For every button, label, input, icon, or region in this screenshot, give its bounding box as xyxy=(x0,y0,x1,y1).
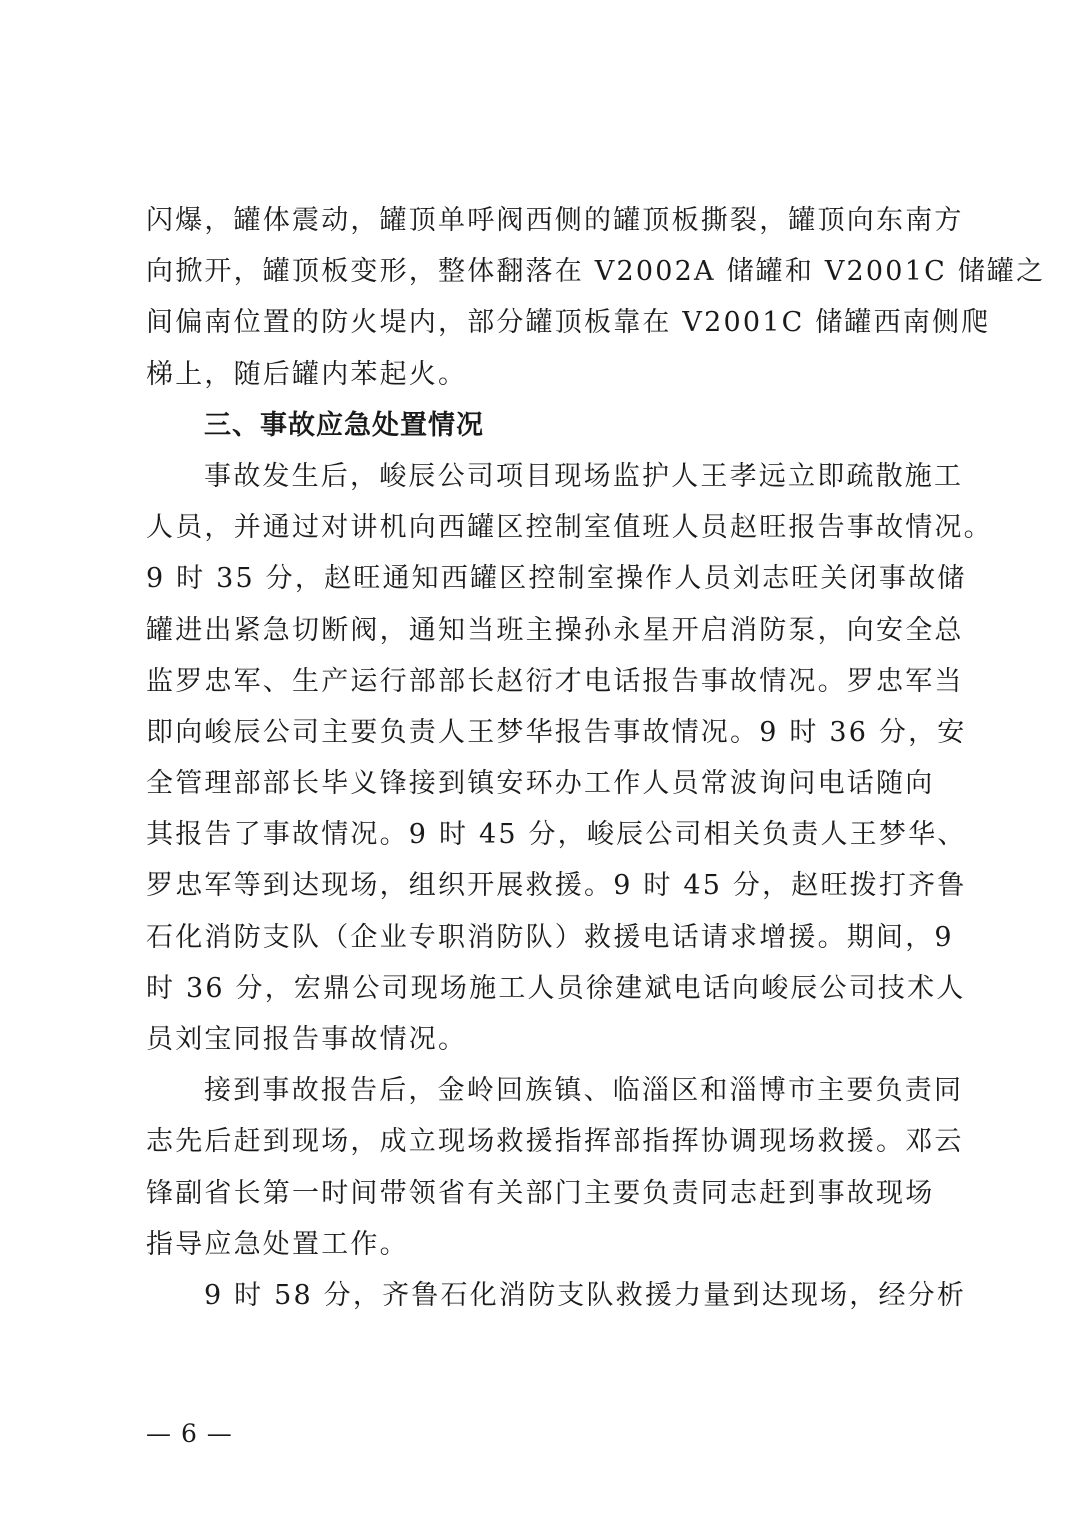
section-heading: 三、事故应急处置情况 xyxy=(204,409,484,441)
text-line: 罗忠军等到达现场，组织开展救援。9 时 45 分，赵旺拨打齐鲁 xyxy=(146,870,967,902)
text-line: 接到事故报告后，金岭回族镇、临淄区和淄博市主要负责同 xyxy=(204,1075,964,1107)
text-line: 闪爆，罐体震动，罐顶单呼阀西侧的罐顶板撕裂，罐顶向东南方 xyxy=(146,205,964,236)
text-line: 指导应急处置工作。 xyxy=(146,1228,409,1260)
text-line: 向掀开，罐顶板变形，整体翻落在 V2002A 储罐和 V2001C 储罐之 xyxy=(146,256,1046,288)
text-line: 员刘宝同报告事故情况。 xyxy=(146,1024,468,1055)
text-line: 间偏南位置的防火堤内，部分罐顶板靠在 V2001C 储罐西南侧爬 xyxy=(146,307,991,339)
text-line: 即向峻辰公司主要负责人王梦华报告事故情况。9 时 36 分，安 xyxy=(146,716,967,748)
text-line: 全管理部部长毕义锋接到镇安环办工作人员常波询问电话随向 xyxy=(146,768,935,800)
text-line: 其报告了事故情况。9 时 45 分，峻辰公司相关负责人王梦华、 xyxy=(146,819,967,851)
text-line: 9 时 35 分，赵旺通知西罐区控制室操作人员刘志旺关闭事故储 xyxy=(146,563,967,595)
text-line: 事故发生后，峻辰公司项目现场监护人王孝远立即疏散施工 xyxy=(204,460,964,492)
text-line: 时 36 分，宏鼎公司现场施工人员徐建斌电话向峻辰公司技术人 xyxy=(146,972,966,1004)
text-line: 人员，并通过对讲机向西罐区控制室值班人员赵旺报告事故情况。 xyxy=(146,512,993,544)
text-line: 石化消防支队（企业专职消防队）救援电话请求增援。期间，9 xyxy=(146,921,954,953)
document-body xyxy=(146,195,1046,1321)
text-line: 罐进出紧急切断阀，通知当班主操孙永星开启消防泵，向安全总 xyxy=(146,614,964,646)
text-line: 锋副省长第一时间带领省有关部门主要负责同志赶到事故现场 xyxy=(146,1177,935,1209)
text-line: 志先后赶到现场，成立现场救援指挥部指挥协调现场救援。邓云 xyxy=(146,1126,964,1158)
text-line: 监罗忠军、生产运行部部长赵衍才电话报告事故情况。罗忠军当 xyxy=(146,665,964,697)
text-line: 梯上，随后罐内苯起火。 xyxy=(146,358,468,390)
text-line: 9 时 58 分，齐鲁石化消防支队救援力量到达现场，经分析 xyxy=(204,1279,967,1311)
page-number: — 6 — xyxy=(146,1419,233,1448)
